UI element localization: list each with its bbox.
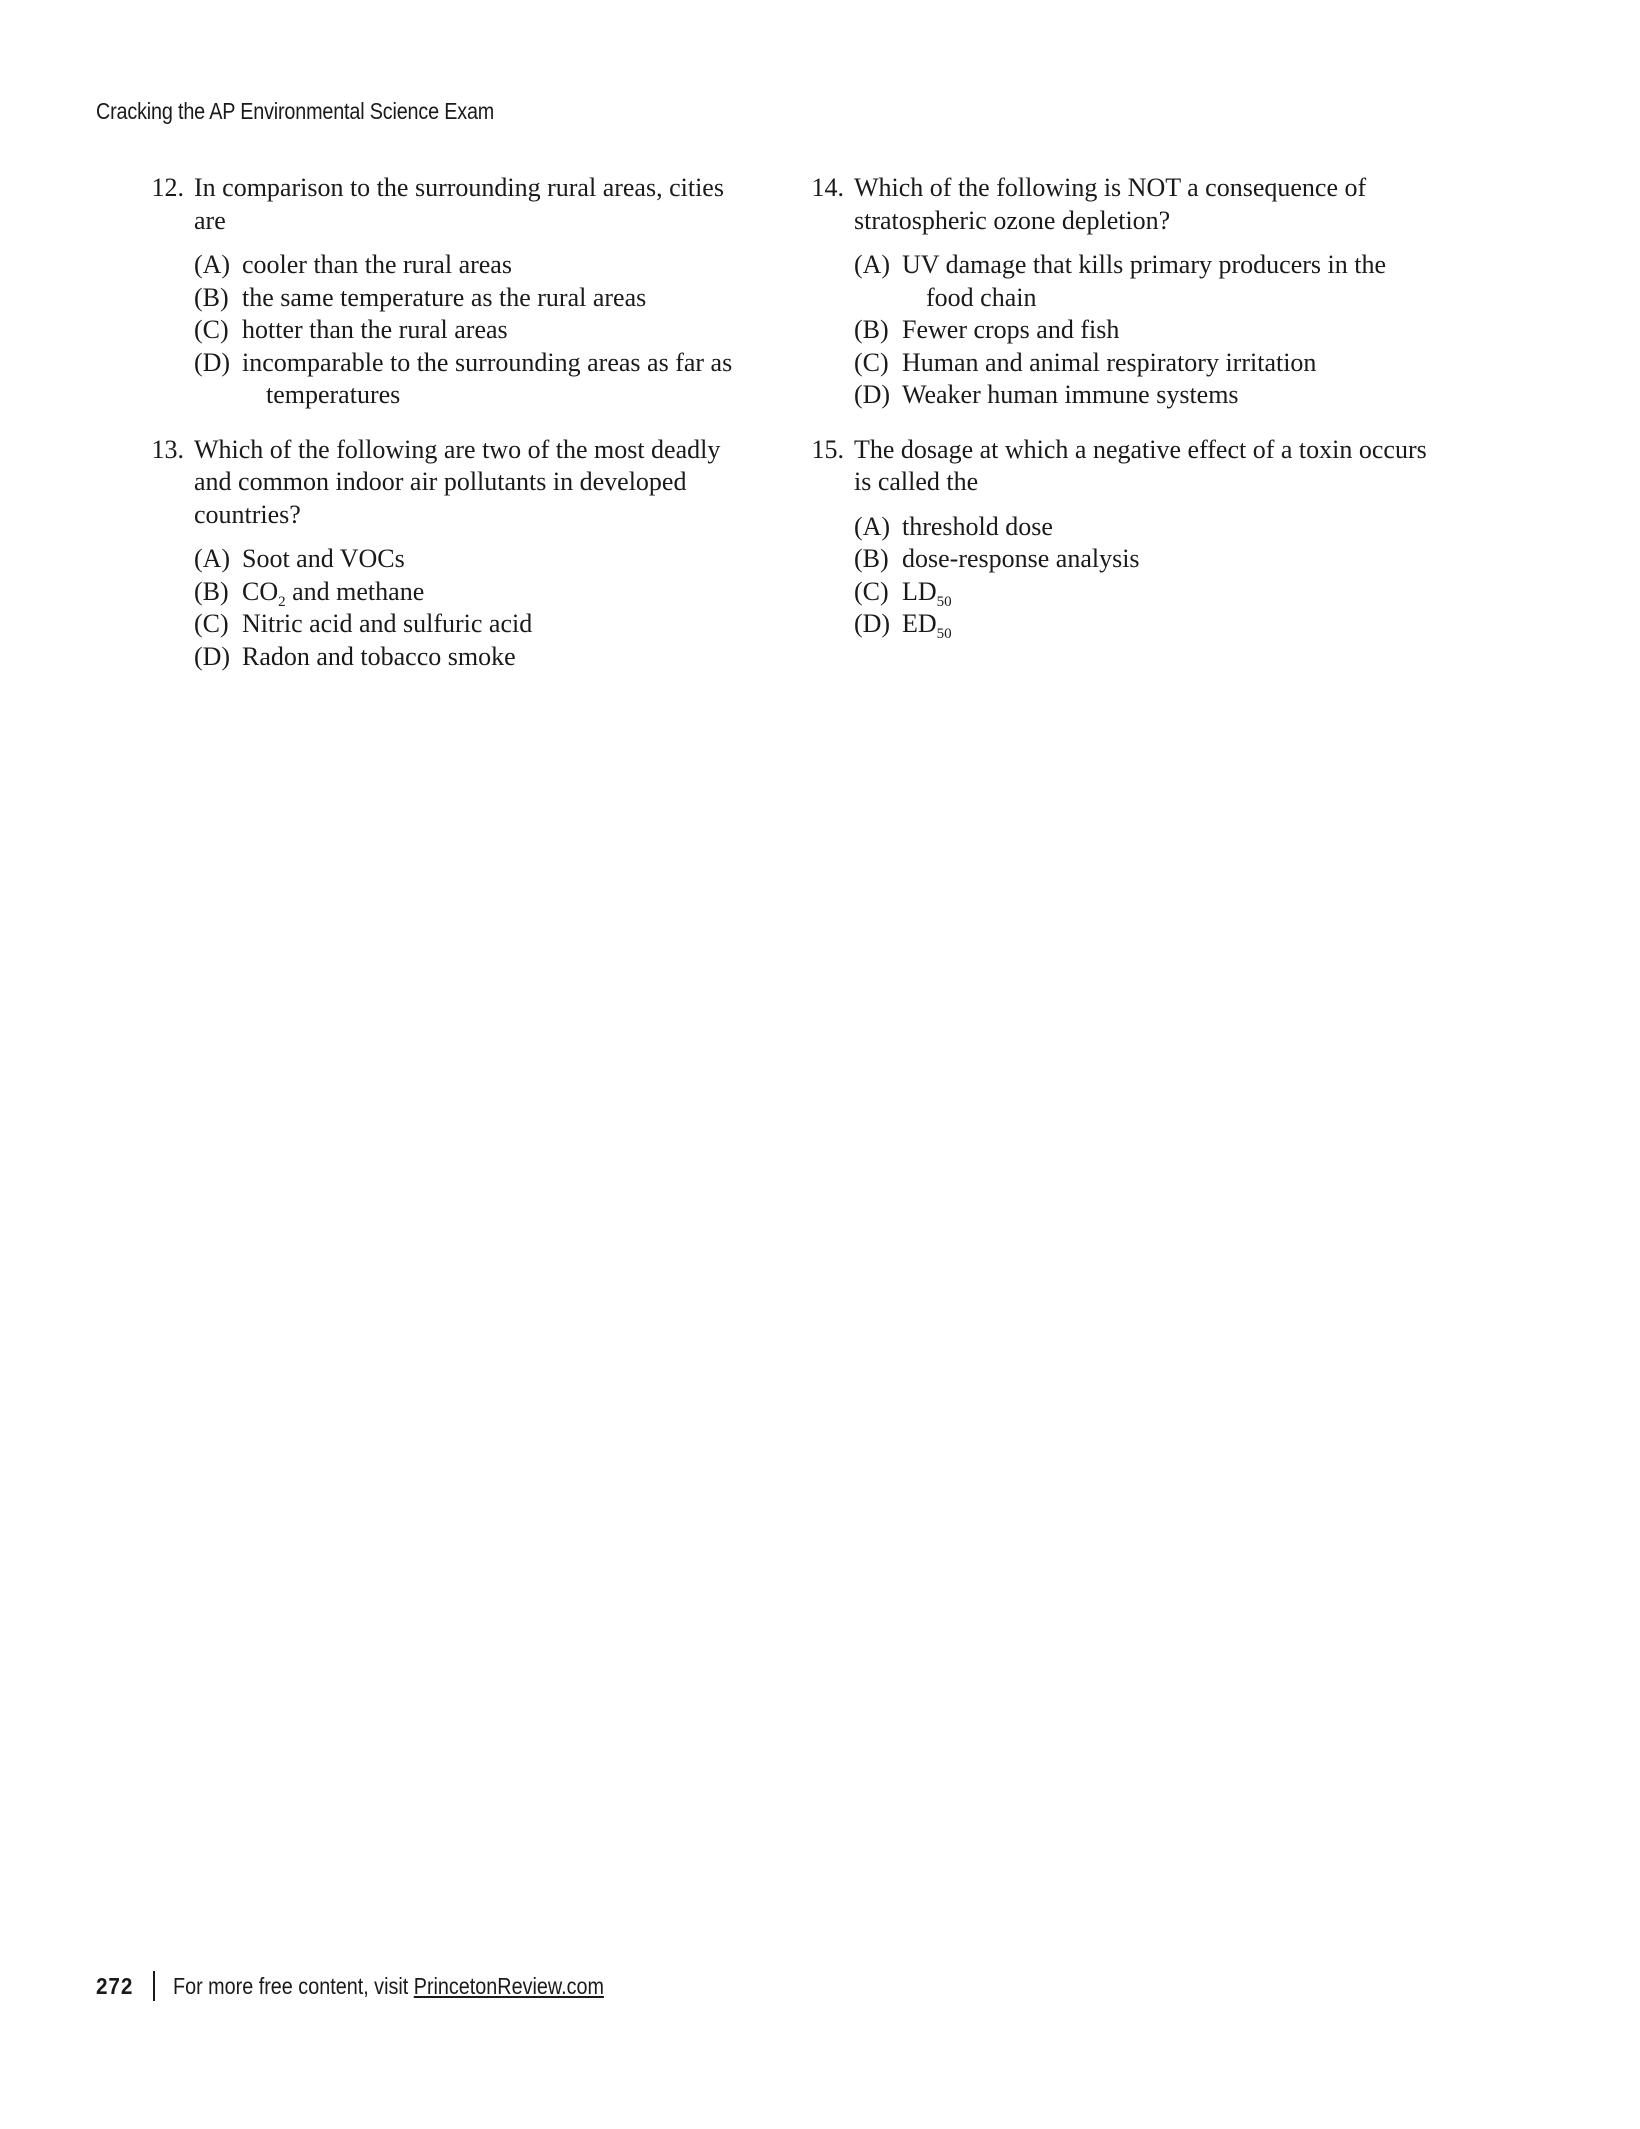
- option-text: Nitric acid and sulfuric acid: [242, 609, 533, 638]
- answer-options: [144, 543, 754, 673]
- option-text: the same temperature as the rural areas: [242, 282, 647, 312]
- option-text: hotter than the rural areas: [242, 315, 508, 344]
- option-text: Radon and tobacco smoke: [242, 641, 516, 671]
- question-number: 12.: [151, 173, 184, 202]
- answer-option-d[interactable]: [194, 347, 754, 412]
- option-text: cooler than the rural areas: [242, 250, 512, 279]
- option-letter: (D): [854, 609, 891, 638]
- answer-option-c[interactable]: [194, 608, 754, 641]
- option-text-line: incomparable to the surrounding areas as far as: [242, 347, 733, 377]
- formula-text: CO: [242, 576, 279, 606]
- question-number: 13.: [151, 434, 184, 464]
- running-head: Cracking the AP Environmental Science Exam: [96, 98, 495, 124]
- formula-text: ED: [902, 609, 937, 638]
- answer-option-d[interactable]: [854, 379, 1444, 412]
- option-letter: (B): [194, 576, 229, 606]
- option-letter: (D): [854, 380, 891, 409]
- question-number: 15.: [811, 434, 844, 464]
- answer-option-a[interactable]: [854, 249, 1444, 314]
- answer-option-d[interactable]: [194, 641, 754, 674]
- left-column: [144, 172, 754, 695]
- option-text: Fewer crops and fish: [902, 315, 1120, 344]
- option-letter: (C): [194, 609, 229, 638]
- option-letter: (A): [854, 511, 891, 541]
- princeton-review-link[interactable]: PrincetonReview.com: [414, 1972, 605, 1999]
- answer-option-d[interactable]: [854, 608, 1444, 641]
- option-text: and methane: [285, 576, 425, 606]
- option-letter: (D): [194, 347, 231, 377]
- option-letter: (C): [854, 347, 889, 377]
- option-text-continuation: food chain: [926, 282, 1037, 312]
- answer-options: [144, 249, 754, 412]
- answer-option-b[interactable]: [854, 314, 1444, 347]
- question-stem: Which of the following are two of the most deadly and common indoor air pollutants in developed countries?: [194, 434, 721, 529]
- option-letter: (A): [194, 544, 231, 573]
- option-letter: (B): [194, 282, 229, 312]
- answer-option-a[interactable]: [194, 249, 754, 282]
- option-letter: (C): [854, 576, 889, 606]
- option-text: Human and animal respiratory irritation: [902, 347, 1317, 377]
- option-text: Weaker human immune systems: [902, 380, 1239, 409]
- question-stem: Which of the following is NOT a consequence of stratospheric ozone depletion?: [854, 173, 1367, 235]
- question-stem: The dosage at which a negative effect of a toxin occurs is called the: [854, 434, 1427, 496]
- answer-options: [804, 511, 1444, 641]
- option-text: dose-response analysis: [902, 544, 1140, 573]
- option-letter: (B): [854, 544, 889, 573]
- answer-options: [804, 249, 1444, 412]
- footer-message: For more free content, visit: [173, 1972, 415, 1999]
- page-number: 272: [96, 1972, 134, 1999]
- option-letter: (C): [194, 315, 229, 344]
- answer-option-a[interactable]: [194, 543, 754, 576]
- answer-option-b[interactable]: [194, 576, 754, 609]
- answer-option-b[interactable]: [194, 282, 754, 315]
- right-column: [804, 172, 1444, 663]
- question-13: [144, 434, 754, 674]
- formula-text: LD: [902, 576, 937, 606]
- question-stem: In comparison to the surrounding rural areas, cities are: [194, 173, 724, 235]
- footer-divider: [153, 1971, 155, 2001]
- formula-subscript: 50: [936, 626, 952, 642]
- page-footer: [96, 1966, 674, 2006]
- formula-subscript: 50: [936, 593, 952, 610]
- answer-option-c[interactable]: [194, 314, 754, 347]
- question-12: [144, 172, 754, 412]
- option-letter: (A): [854, 250, 891, 279]
- option-text: threshold dose: [902, 511, 1053, 541]
- option-letter: (A): [194, 250, 231, 279]
- option-text: Soot and VOCs: [242, 544, 405, 573]
- question-14: [804, 172, 1444, 412]
- option-letter: (B): [854, 315, 889, 344]
- answer-option-c[interactable]: [854, 576, 1444, 609]
- answer-option-c[interactable]: [854, 347, 1444, 380]
- footer-text: [173, 1973, 604, 2000]
- formula-subscript: 2: [278, 593, 286, 610]
- option-text-line: UV damage that kills primary producers in the: [902, 250, 1387, 279]
- question-15: [804, 434, 1444, 641]
- answer-option-a[interactable]: [854, 511, 1444, 544]
- option-text-continuation: temperatures: [266, 380, 401, 409]
- option-letter: (D): [194, 641, 231, 671]
- question-number: 14.: [811, 173, 844, 202]
- answer-option-b[interactable]: [854, 543, 1444, 576]
